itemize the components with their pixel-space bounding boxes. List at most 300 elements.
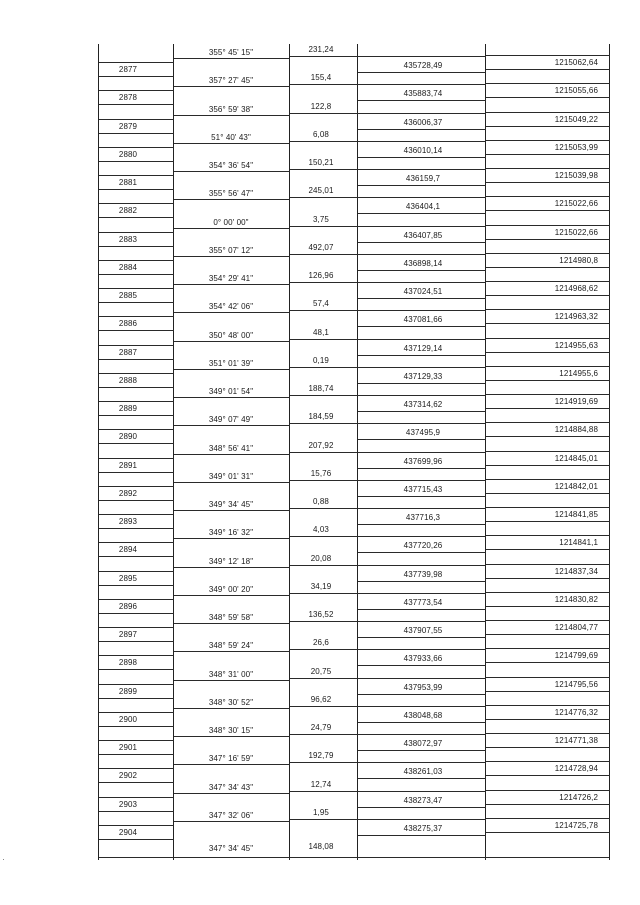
row-line-point-top <box>99 768 174 769</box>
row-line-y-top <box>486 83 610 84</box>
angle-cell: 349° 00' 20" <box>208 584 254 594</box>
row-line-point-top <box>99 486 174 487</box>
row-line-y-top <box>486 564 610 565</box>
point-number-cell: 2891 <box>118 460 138 470</box>
row-line-x-top <box>358 649 486 650</box>
point-number-cell: 2903 <box>118 799 138 809</box>
distance-cell: 0,19 <box>313 355 329 365</box>
distance-cell: 122,8 <box>310 101 332 111</box>
point-number-cell: 2882 <box>118 206 138 216</box>
angle-cell: 349° 07' 49" <box>208 415 254 425</box>
row-line-distance <box>290 649 358 650</box>
row-line-point-top <box>99 288 174 289</box>
distance-cell: 20,75 <box>310 666 332 676</box>
x-coordinate-cell: 437739,98 <box>403 569 443 579</box>
row-line-point-top <box>99 147 174 148</box>
row-line-point-bottom <box>99 133 174 134</box>
y-coordinate-cell: 1214728,94 <box>554 764 598 774</box>
row-line-distance <box>290 536 358 537</box>
distance-cell: 188,74 <box>308 384 334 393</box>
row-line-point-top <box>99 797 174 798</box>
angle-cell: 347° 32' 06" <box>208 810 254 820</box>
row-line-y-bottom <box>486 239 610 240</box>
row-line-distance <box>290 452 358 453</box>
angle-cell: 348° 31' 00" <box>208 669 254 679</box>
distance-cell: 136,52 <box>308 610 334 619</box>
row-line-x-bottom <box>358 722 486 723</box>
y-coordinate-cell: 1214726,2 <box>559 792 598 802</box>
angle-cell: 347° 34' 43" <box>208 782 254 792</box>
distance-cell: 15,76 <box>310 468 332 478</box>
row-line-point-bottom <box>99 472 174 473</box>
row-line-point-top <box>99 175 174 176</box>
x-coordinate-cell: 437024,51 <box>403 287 443 296</box>
row-line-x-bottom <box>358 468 486 469</box>
y-coordinate-cell: 1214795,56 <box>554 679 598 689</box>
row-line-x-top <box>358 254 486 255</box>
row-line-distance <box>290 423 358 424</box>
row-line-x-top <box>358 141 486 142</box>
row-line-x-bottom <box>358 835 486 836</box>
angle-cell: 349° 01' 54" <box>208 387 254 396</box>
row-line-angle <box>174 228 290 229</box>
row-line-distance <box>290 197 358 198</box>
row-line-y-bottom <box>486 719 610 720</box>
row-line-y-top <box>486 507 610 508</box>
row-line-distance <box>290 678 358 679</box>
angle-cell: 348° 59' 58" <box>208 613 254 622</box>
row-line-x-top <box>358 452 486 453</box>
row-line-point-bottom <box>99 839 174 840</box>
x-coordinate-cell: 436404,1 <box>405 202 441 212</box>
x-coordinate-cell: 437933,66 <box>403 654 443 664</box>
row-line-y-bottom <box>486 691 610 692</box>
row-line-distance <box>290 84 358 85</box>
row-line-x-top <box>358 819 486 820</box>
distance-cell: 26,6 <box>313 638 329 648</box>
row-line-y-top <box>486 338 610 339</box>
point-number-cell: 2878 <box>118 93 138 103</box>
point-number-cell: 2902 <box>118 771 138 781</box>
y-coordinate-cell: 1214919,69 <box>554 397 598 406</box>
point-number-cell: 2900 <box>118 714 138 724</box>
row-line-distance <box>290 508 358 509</box>
row-line-distance <box>290 282 358 283</box>
row-line-point-top <box>99 401 174 402</box>
row-line-y-bottom <box>486 775 610 776</box>
point-number-cell: 2898 <box>118 658 138 668</box>
point-number-cell: 2881 <box>118 178 138 187</box>
row-line-angle <box>174 284 290 285</box>
row-line-angle <box>174 171 290 172</box>
angle-cell: 348° 56' 41" <box>208 443 254 453</box>
row-line-point-bottom <box>99 556 174 557</box>
row-line-y-bottom <box>486 408 610 409</box>
row-line-y-bottom <box>486 832 610 833</box>
row-line-point-bottom <box>99 669 174 670</box>
row-line-point-bottom <box>99 246 174 247</box>
point-number-cell: 2892 <box>118 488 138 498</box>
row-line-angle <box>174 454 290 455</box>
row-line-x-top <box>358 565 486 566</box>
row-line-x-bottom <box>358 609 486 610</box>
angle-cell: 355° 07' 12" <box>208 245 254 255</box>
row-line-distance <box>290 56 358 57</box>
row-line-point-top <box>99 542 174 543</box>
row-line-y-top <box>486 55 610 56</box>
row-line-point-top <box>99 712 174 713</box>
x-coordinate-cell: 437720,26 <box>403 541 443 551</box>
point-number-cell: 2890 <box>118 432 138 442</box>
row-line-distance <box>290 395 358 396</box>
x-coordinate-cell: 437129,33 <box>403 371 443 381</box>
row-line-point-bottom <box>99 726 174 727</box>
row-line-y-top <box>486 677 610 678</box>
row-line-y-bottom <box>486 380 610 381</box>
row-line-x-bottom <box>358 72 486 73</box>
row-line-y-top <box>486 394 610 395</box>
row-line-point-bottom <box>99 782 174 783</box>
row-line-y-bottom <box>486 578 610 579</box>
x-coordinate-cell: 438275,37 <box>403 823 443 833</box>
x-coordinate-cell: 437314,62 <box>403 400 443 409</box>
row-line-point-top <box>99 684 174 685</box>
y-coordinate-cell: 1214830,82 <box>554 594 598 604</box>
row-line-x-bottom <box>358 129 486 130</box>
row-line-point-top <box>99 599 174 600</box>
row-line-angle <box>174 510 290 511</box>
row-line-point-bottom <box>99 754 174 755</box>
point-number-cell: 2883 <box>118 234 138 244</box>
y-coordinate-cell: 1214845,01 <box>554 453 598 463</box>
row-line-angle <box>174 397 290 398</box>
row-line-angle <box>174 708 290 709</box>
distance-cell: 184,59 <box>308 412 334 422</box>
row-line-x-top <box>358 621 486 622</box>
y-coordinate-cell: 1215022,66 <box>554 227 598 237</box>
row-line-distance <box>290 254 358 255</box>
point-number-cell: 2886 <box>118 319 138 329</box>
distance-cell: 1,95 <box>313 807 329 817</box>
y-coordinate-cell: 1214955,63 <box>554 340 598 350</box>
row-line-y-top <box>486 648 610 649</box>
point-number-cell: 2899 <box>118 686 138 696</box>
row-line-point-top <box>99 203 174 204</box>
row-line-distance <box>290 141 358 142</box>
row-line-y-top <box>486 112 610 113</box>
point-number-cell: 2884 <box>118 262 138 272</box>
row-line-x-bottom <box>358 298 486 299</box>
row-line-y-top <box>486 168 610 169</box>
x-coordinate-cell: 436159,7 <box>405 174 441 183</box>
row-line-y-top <box>486 309 610 310</box>
row-line-point-bottom <box>99 387 174 388</box>
row-line-y-top <box>486 790 610 791</box>
row-line-y-bottom <box>486 154 610 155</box>
x-coordinate-cell: 437716,3 <box>405 513 441 522</box>
row-line-point-top <box>99 514 174 515</box>
row-line-x-top <box>358 226 486 227</box>
x-coordinate-cell: 436010,14 <box>403 145 443 155</box>
row-line-angle <box>174 736 290 737</box>
row-line-distance <box>290 791 358 792</box>
point-number-cell: 2895 <box>118 573 138 583</box>
row-line-x-bottom <box>358 524 486 525</box>
row-line-y-top <box>486 818 610 819</box>
row-line-x-top <box>358 282 486 283</box>
row-line-distance <box>290 113 358 114</box>
row-line-x-bottom <box>358 411 486 412</box>
y-coordinate-cell: 1214837,34 <box>554 566 598 576</box>
row-line-angle <box>174 680 290 681</box>
row-line-y-bottom <box>486 804 610 805</box>
angle-cell: 0° 00' 00" <box>213 217 249 227</box>
row-line-x-top <box>358 536 486 537</box>
row-line-distance <box>290 706 358 707</box>
distance-cell: 231,24 <box>308 45 334 54</box>
angle-cell: 349° 12' 18" <box>208 556 254 566</box>
row-line-point-bottom <box>99 613 174 614</box>
distance-cell: 20,08 <box>310 553 332 563</box>
x-coordinate-cell: 437495,9 <box>405 428 441 438</box>
row-line-x-top <box>358 169 486 170</box>
row-line-distance <box>290 819 358 820</box>
row-line-point-top <box>99 345 174 346</box>
point-number-cell: 2879 <box>118 121 138 131</box>
last-angle-cell: 347° 34' 45" <box>208 844 254 853</box>
angle-cell: 348° 59' 24" <box>208 641 254 651</box>
row-line-y-bottom <box>486 465 610 466</box>
point-number-cell: 2888 <box>118 375 138 385</box>
scan-speck <box>3 859 4 860</box>
row-line-x-top <box>358 113 486 114</box>
point-number-cell: 2896 <box>118 601 138 611</box>
y-coordinate-cell: 1215062,64 <box>554 58 598 67</box>
x-coordinate-cell: 438072,97 <box>403 739 443 748</box>
row-line-x-bottom <box>358 270 486 271</box>
distance-cell: 492,07 <box>308 242 334 252</box>
row-line-angle <box>174 115 290 116</box>
row-line-distance <box>290 367 358 368</box>
x-coordinate-cell: 437715,43 <box>403 484 443 494</box>
point-number-cell: 2880 <box>118 149 138 159</box>
distance-cell: 207,92 <box>308 440 334 450</box>
row-line-x-bottom <box>358 750 486 751</box>
row-line-distance <box>290 593 358 594</box>
angle-cell: 350° 48' 00" <box>208 330 254 340</box>
row-line-x-bottom <box>358 383 486 384</box>
row-line-point-top <box>99 316 174 317</box>
distance-cell: 126,96 <box>308 271 334 280</box>
row-line-angle <box>174 482 290 483</box>
row-line-y-bottom <box>486 210 610 211</box>
row-line-point-bottom <box>99 443 174 444</box>
angle-cell: 349° 01' 31" <box>208 471 254 481</box>
row-line-angle <box>174 595 290 596</box>
y-coordinate-cell: 1214841,1 <box>559 538 598 548</box>
row-line-y-bottom <box>486 267 610 268</box>
row-line-x-top <box>358 706 486 707</box>
row-line-point-bottom <box>99 76 174 77</box>
row-line-angle <box>174 623 290 624</box>
row-line-y-bottom <box>486 69 610 70</box>
row-line-x-top <box>358 339 486 340</box>
point-number-cell: 2901 <box>118 743 138 752</box>
row-line-x-bottom <box>358 355 486 356</box>
row-line-point-bottom <box>99 104 174 105</box>
distance-cell: 192,79 <box>308 751 334 761</box>
angle-cell: 354° 36' 54" <box>208 161 254 170</box>
y-coordinate-cell: 1215039,98 <box>554 171 598 180</box>
row-line-point-top <box>99 232 174 233</box>
row-line-point-bottom <box>99 359 174 360</box>
angle-cell: 356° 59' 38" <box>208 104 254 114</box>
distance-cell: 57,4 <box>313 299 329 309</box>
row-line-angle <box>174 793 290 794</box>
row-line-x-bottom <box>358 807 486 808</box>
y-coordinate-cell: 1214804,77 <box>554 623 598 632</box>
row-line-y-bottom <box>486 521 610 522</box>
row-line-y-top <box>486 451 610 452</box>
row-line-angle <box>174 821 290 822</box>
row-line-x-top <box>358 367 486 368</box>
row-line-distance <box>290 734 358 735</box>
table-border-bottom <box>99 857 609 858</box>
angle-cell: 355° 56' 47" <box>208 189 254 199</box>
y-coordinate-cell: 1215049,22 <box>554 114 598 124</box>
row-line-point-bottom <box>99 528 174 529</box>
last-distance-cell: 148,08 <box>308 842 334 851</box>
row-line-point-bottom <box>99 330 174 331</box>
row-line-x-bottom <box>358 242 486 243</box>
row-line-point-top <box>99 260 174 261</box>
row-line-distance <box>290 762 358 763</box>
row-line-y-top <box>486 422 610 423</box>
row-line-y-top <box>486 705 610 706</box>
row-line-point-top <box>99 90 174 91</box>
row-line-y-top <box>486 281 610 282</box>
distance-cell: 24,79 <box>310 723 332 732</box>
row-line-x-bottom <box>358 326 486 327</box>
point-number-cell: 2887 <box>118 347 138 357</box>
row-line-angle <box>174 341 290 342</box>
angle-cell: 349° 34' 45" <box>208 500 254 509</box>
row-line-y-top <box>486 620 610 621</box>
row-line-point-top <box>99 571 174 572</box>
y-coordinate-cell: 1215053,99 <box>554 142 598 152</box>
row-line-angle <box>174 143 290 144</box>
x-coordinate-cell: 438261,03 <box>403 767 443 777</box>
row-line-y-top <box>486 479 610 480</box>
row-line-y-bottom <box>486 352 610 353</box>
row-line-x-bottom <box>358 694 486 695</box>
row-line-x-bottom <box>358 778 486 779</box>
x-coordinate-cell: 436898,14 <box>403 258 443 268</box>
distance-cell: 34,19 <box>310 581 332 591</box>
row-line-x-bottom <box>358 637 486 638</box>
row-line-x-top <box>358 56 486 57</box>
row-line-y-bottom <box>486 747 610 748</box>
y-coordinate-cell: 1214980,8 <box>559 255 598 265</box>
row-line-y-bottom <box>486 182 610 183</box>
row-line-point-bottom <box>99 217 174 218</box>
row-line-x-bottom <box>358 665 486 666</box>
angle-cell: 354° 42' 06" <box>208 302 254 312</box>
row-line-distance <box>290 565 358 566</box>
row-line-x-bottom <box>358 100 486 101</box>
row-line-y-bottom <box>486 549 610 550</box>
row-line-x-top <box>358 508 486 509</box>
row-line-point-bottom <box>99 415 174 416</box>
row-line-y-top <box>486 733 610 734</box>
row-line-y-top <box>486 196 610 197</box>
y-coordinate-cell: 1214968,62 <box>554 284 598 293</box>
row-line-x-bottom <box>358 496 486 497</box>
row-line-y-top <box>486 253 610 254</box>
point-number-cell: 2893 <box>118 517 138 526</box>
row-line-point-bottom <box>99 500 174 501</box>
point-number-cell: 2904 <box>118 827 138 837</box>
row-line-y-bottom <box>486 606 610 607</box>
row-line-distance <box>290 169 358 170</box>
y-coordinate-cell: 1215055,66 <box>554 86 598 96</box>
x-coordinate-cell: 436407,85 <box>403 230 443 240</box>
y-coordinate-cell: 1214725,78 <box>554 820 598 830</box>
row-line-x-top <box>358 678 486 679</box>
row-line-y-bottom <box>486 126 610 127</box>
table-border-right <box>609 44 610 860</box>
row-line-y-bottom <box>486 323 610 324</box>
distance-cell: 96,62 <box>310 694 332 704</box>
row-line-x-top <box>358 84 486 85</box>
y-coordinate-cell: 1214842,01 <box>554 481 598 491</box>
angle-cell: 349° 16' 32" <box>208 528 254 538</box>
row-line-y-bottom <box>486 662 610 663</box>
angle-cell: 348° 30' 15" <box>208 726 254 735</box>
row-line-x-top <box>358 480 486 481</box>
row-line-angle <box>174 567 290 568</box>
distance-cell: 6,08 <box>313 129 329 139</box>
row-line-point-top <box>99 825 174 826</box>
point-number-cell: 2877 <box>118 65 138 74</box>
row-line-point-bottom <box>99 302 174 303</box>
row-line-point-bottom <box>99 698 174 699</box>
angle-cell: 355° 45' 15" <box>208 48 254 57</box>
row-line-y-top <box>486 761 610 762</box>
x-coordinate-cell: 437953,99 <box>403 682 443 692</box>
row-line-x-bottom <box>358 581 486 582</box>
y-coordinate-cell: 1214955,6 <box>559 368 598 378</box>
distance-cell: 3,75 <box>313 214 329 224</box>
row-line-point-top <box>99 655 174 656</box>
row-line-point-bottom <box>99 189 174 190</box>
y-coordinate-cell: 1214884,88 <box>554 425 598 435</box>
y-coordinate-cell: 1215022,66 <box>554 199 598 209</box>
x-coordinate-cell: 438048,68 <box>403 710 443 720</box>
row-line-point-top <box>99 62 174 63</box>
row-line-x-top <box>358 310 486 311</box>
row-line-x-bottom <box>358 439 486 440</box>
x-coordinate-cell: 438273,47 <box>403 795 443 805</box>
row-line-x-top <box>358 593 486 594</box>
distance-cell: 155,4 <box>310 73 332 83</box>
row-line-y-top <box>486 592 610 593</box>
row-line-x-top <box>358 197 486 198</box>
point-number-cell: 2894 <box>118 545 138 555</box>
x-coordinate-cell: 437699,96 <box>403 456 443 466</box>
y-coordinate-cell: 1214776,32 <box>554 707 598 717</box>
point-number-cell: 2889 <box>118 404 138 413</box>
